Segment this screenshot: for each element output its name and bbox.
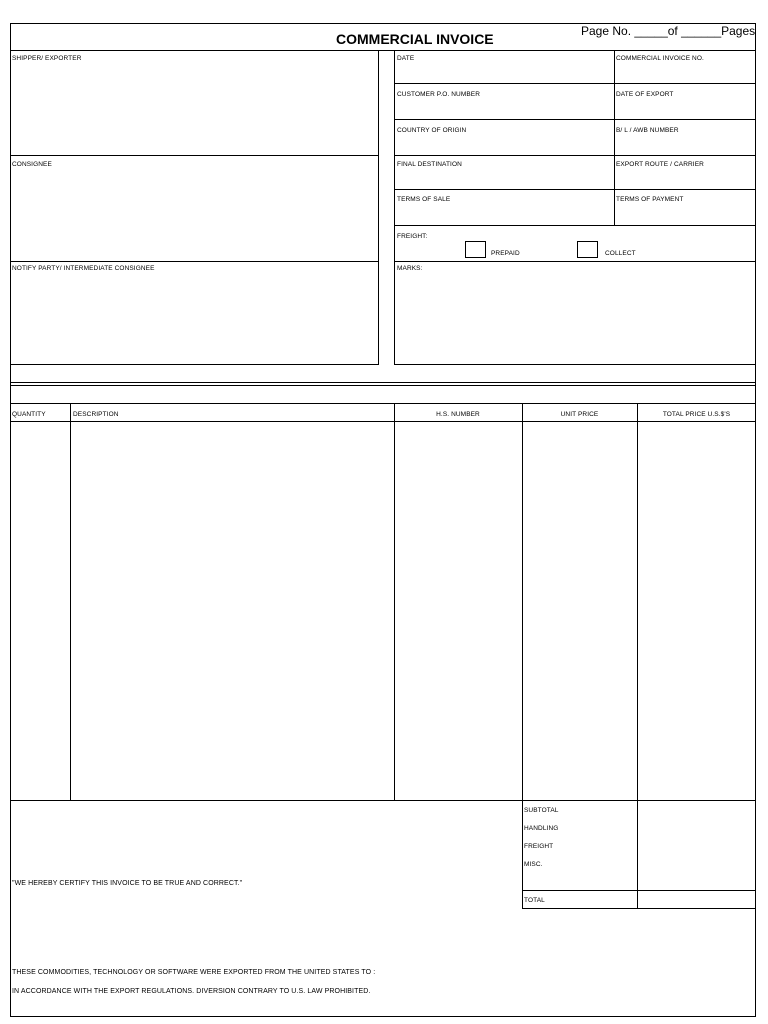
- left-divider-1: [10, 155, 379, 156]
- date-of-export-label: DATE OF EXPORT: [616, 91, 674, 98]
- table-bottom: [10, 800, 756, 801]
- handling-label: HANDLING: [524, 825, 559, 832]
- export-statement-line2: IN ACCORDANCE WITH THE EXPORT REGULATIONS. DIVERSION CONTRARY TO U.S. LAW PROHIBITED.: [12, 988, 371, 995]
- col-divider-qty: [70, 403, 71, 800]
- page-title: COMMERCIAL INVOICE: [336, 31, 494, 47]
- final-destination-label: FINAL DESTINATION: [397, 161, 462, 168]
- date-label: DATE: [397, 55, 415, 62]
- subtotal-label: SUBTOTAL: [524, 807, 559, 814]
- notify-party-label: NOTIFY PARTY/ INTERMEDIATE CONSIGNEE: [12, 265, 155, 272]
- right-divider-5: [394, 225, 756, 226]
- bl-awb-label: B/ L / AWB NUMBER: [616, 127, 679, 134]
- export-statement-line1: THESE COMMODITIES, TECHNOLOGY OR SOFTWARE WERE EXPORTED FROM THE UNITED STATES TO :: [12, 969, 376, 976]
- right-divider-6: [394, 261, 756, 262]
- country-of-origin-label: COUNTRY OF ORIGIN: [397, 127, 467, 134]
- collect-checkbox[interactable]: [577, 241, 598, 258]
- freight-label: FREIGHT:: [397, 233, 428, 240]
- certification-statement: "WE HEREBY CERTIFY THIS INVOICE TO BE TRUE AND CORRECT.": [12, 880, 243, 887]
- page-number-field[interactable]: Page No. _____of ______Pages: [581, 24, 756, 38]
- consignee-label: CONSIGNEE: [12, 161, 52, 168]
- total-label: TOTAL: [524, 897, 545, 904]
- customer-po-label: CUSTOMER P.O. NUMBER: [397, 91, 481, 98]
- misc-label: MISC.: [524, 861, 543, 868]
- unit-price-header: UNIT PRICE: [560, 411, 599, 418]
- collect-label: COLLECT: [605, 250, 636, 257]
- table-header-top: [10, 403, 756, 404]
- table-header-bottom: [10, 421, 756, 422]
- quantity-header: QUANTITY: [12, 411, 46, 418]
- double-divider-bottom: [10, 385, 756, 386]
- shipper-label: SHIPPER/ EXPORTER: [12, 55, 82, 62]
- terms-of-payment-label: TERMS OF PAYMENT: [616, 196, 684, 203]
- prepaid-checkbox[interactable]: [465, 241, 486, 258]
- right-grid-vdivider: [614, 50, 615, 225]
- freight-total-label: FREIGHT: [524, 843, 554, 850]
- terms-of-sale-label: TERMS OF SALE: [397, 196, 451, 203]
- marks-label: MARKS:: [397, 265, 423, 272]
- invoice-no-label: COMMERCIAL INVOICE NO.: [616, 55, 704, 62]
- double-divider-top: [10, 382, 756, 383]
- col-divider-desc: [394, 403, 395, 800]
- description-header: DESCRIPTION: [73, 411, 119, 418]
- total-row-top: [522, 890, 756, 891]
- right-divider-1: [394, 83, 756, 84]
- export-route-label: EXPORT ROUTE / CARRIER: [616, 161, 704, 168]
- total-price-header: TOTAL PRICE U.S.$'S: [662, 411, 731, 418]
- hs-number-header: H.S. NUMBER: [436, 411, 480, 418]
- right-divider-2: [394, 119, 756, 120]
- prepaid-label: PREPAID: [491, 250, 520, 257]
- right-divider-4: [394, 189, 756, 190]
- right-divider-3: [394, 155, 756, 156]
- col-divider-hs: [522, 403, 523, 908]
- left-divider-2: [10, 261, 379, 262]
- left-column-box: [10, 50, 379, 365]
- col-divider-unit: [637, 403, 638, 908]
- total-row-bottom: [522, 908, 756, 909]
